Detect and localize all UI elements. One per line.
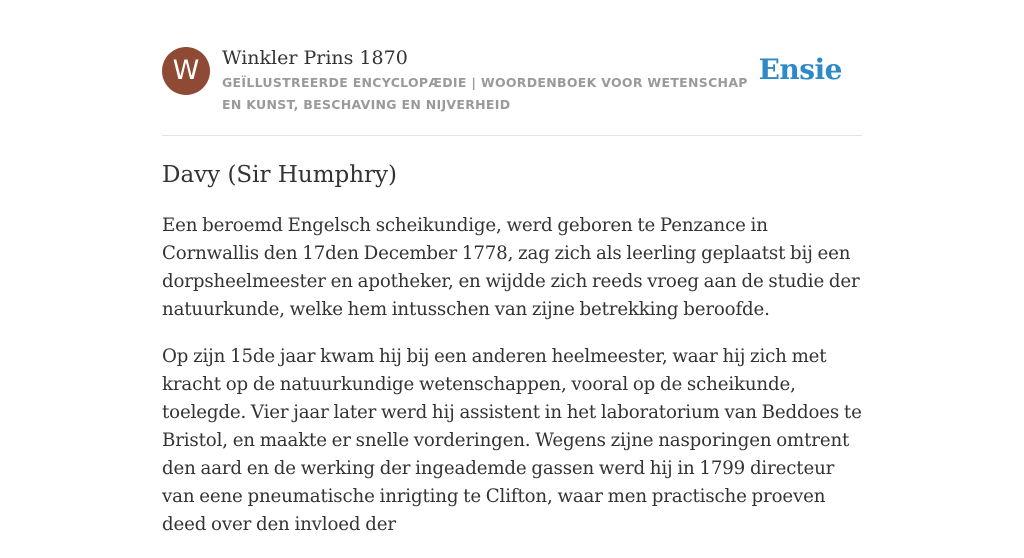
article-body: [162, 212, 868, 558]
article-paragraph: Een beroemd Engelsch scheikundige, werd geboren te Penzance in Cornwallis den 17den December 1778, zag zich als leerling geplaatst bij een dorpsheelmeester en apotheker, en wijdde zich reeds vroeg aan de studie der natuurkunde, welke hem intusschen van zijne betrekking beroofde.: [162, 215, 860, 320]
article-title: Davy (Sir Humphry): [162, 162, 398, 188]
ensie-logo[interactable]: Ensie: [758, 53, 842, 86]
source-title[interactable]: Winkler Prins 1870: [222, 47, 408, 69]
header-divider: [162, 135, 862, 136]
source-subtitle: GEÏLLUSTREERDE ENCYCLOPÆDIE | WOORDENBOEK VOOR WETENSCHAP EN KUNST, BESCHAVING EN NIJVERHEID: [222, 75, 748, 112]
source-avatar[interactable]: W: [162, 47, 210, 95]
source-header: [162, 46, 862, 136]
article-paragraph: Op zijn 15de jaar kwam hij bij een anderen heelmeester, waar hij zich met kracht op de natuurkundige wetenschappen, vooral op de scheikunde, toelegde. Vier jaar later werd hij assistent in het laboratorium van Beddoes te Bristol, en maakte er snelle vorderingen. Wegens zijne nasporingen omtrent den aard en de werking der ingeademde gassen werd hij in 1799 directeur van eene pneumatische inrigting te Clifton, waar men practische proeven deed over den invloed der: [162, 346, 862, 535]
